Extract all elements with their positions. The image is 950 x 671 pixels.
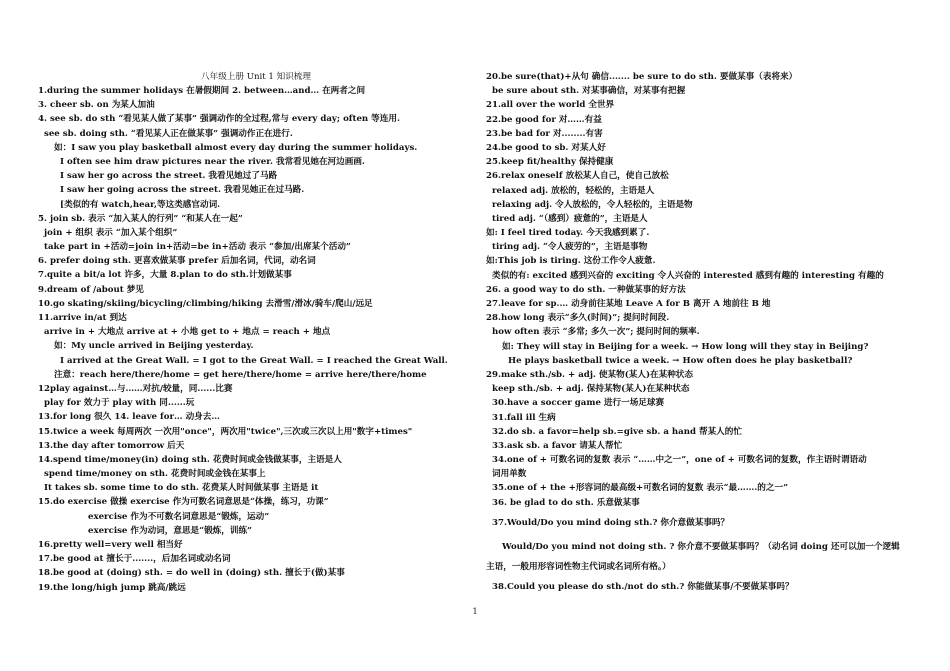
text-line: 如: They will stay in Beijing for a week. → How long will they stay in Beijing? (502, 341, 869, 352)
text-line: 类似的有: excited 感到兴奋的 exciting 令人兴奋的 interested 感到有趣的 interesting 有趣的 (492, 270, 884, 281)
text-line: 20.be sure(that)+从句 确信....... be sure to do sth. 要做某事（表将来） (486, 72, 798, 82)
page-title: 八年级上册 Unit 1 知识梳理 (201, 72, 311, 82)
text-line: 7.quite a bit/a lot 许多，大量 8.plan to do sth.计划做某事 (38, 270, 292, 281)
text-line: play for 效力于 play with 同......玩 (44, 398, 195, 409)
text-line: He plays basketball twice a week. → How often does he play basketball? (508, 355, 853, 366)
text-line: 33.ask sb. a favor 请某人帮忙 (492, 440, 623, 451)
text-line: I often see him draw pictures near the river. 我常看见她在河边画画. (60, 156, 365, 167)
text-line: 26. a good way to do sth. 一种做某事的好方法 (486, 284, 686, 295)
text-line: see sb. doing sth. “看见某人正在做某事” 强调动作正在进行. (44, 128, 293, 139)
text-line: 1.during the summer holidays 在暑假期间 2. between…and… 在两者之间 (38, 86, 366, 96)
text-line: I arrived at the Great Wall. = I got to the Great Wall. = I reached the Great Wall. (60, 355, 448, 366)
right-column (486, 70, 916, 595)
text-line: 36. be glad to do sth. 乐意做某事 (492, 497, 640, 508)
text-line: keep sth./sb. + adj. 保持某物(某人)在某种状态 (492, 384, 690, 395)
text-line: 25.keep fit/healthy 保持健康 (486, 157, 614, 168)
text-line: 23.be bad for 对........有害 (486, 128, 603, 139)
text-line: 28.how long 表示“多久(时间)”; 提问时间段. (486, 313, 670, 324)
text-line: 如：My uncle arrived in Beijing yesterday. (54, 341, 254, 352)
text-line: 4. see sb. do sth “看见某人做了某事” 强调动作的全过程,常与 every day; often 等连用. (38, 114, 400, 125)
text-line: 32.do sb. a favor=help sb.=give sb. a hand 帮某人的忙 (492, 426, 742, 437)
text-line: 13.for long 很久 14. leave for… 动身去… (38, 412, 220, 423)
text-line: 19.the long/high jump 跳高/跳远 (38, 582, 186, 593)
text-line: be sure about sth. 对某事确信，对某事有把握 (492, 86, 686, 97)
text-line: [类似的有 watch,hear,等这类感官动词. (60, 199, 221, 210)
text-line: I saw her going across the street. 我看见她正在过马路. (60, 185, 305, 196)
text-line: I saw her go across the street. 我看见她过了马路 (60, 171, 278, 182)
text-line: tired adj. “（感到）疲惫的”，主语是人 (492, 213, 648, 224)
text-line: 如：I saw you play basketball almost every day during the summer holidays. (54, 142, 418, 153)
text-line: 34.one of + 可数名词的复数 表示 “……中之一”，one of + 可数名词的复数，作主语时谓语动 (492, 455, 867, 466)
text-line: 22.be good for 对……有益 (486, 114, 602, 125)
text-line: 27.leave for sp.… 动身前往某地 Leave A for B 离开 A 地前往 B 地 (486, 299, 771, 309)
text-line: 21.all over the world 全世界 (486, 100, 615, 111)
text-line: 15.twice a week 每周两次 一次用"once"，两次用"twice",三次或三次以上用"数字+times" (38, 426, 413, 437)
text-line: 9.dream of /about 梦见 (38, 284, 144, 295)
text-line: 14.spend time/money(in) doing sth. 花费时间或金钱做某事，主语是人 (38, 454, 342, 465)
text-line: 5. join sb. 表示 “加入某人的行列” “和某人在一起” (38, 213, 243, 224)
text-line: 主语，一般用形容词性物主代词或名词所有格。） (486, 562, 671, 573)
text-line: 31.fall ill 生病 (492, 412, 556, 423)
text-line: 11.arrive in/at 到达 (38, 313, 127, 323)
text-line: 35.one of + the +形容词的最高级+可数名词的复数 表示“最…….的之一” (492, 483, 789, 494)
text-line: 如: I feel tired today. 今天我感到累了. (486, 228, 650, 239)
text-line: relaxing adj. 令人放松的，令人轻松的，主语是物 (492, 199, 693, 210)
text-line: 12play against…与……对抗/较量，同......比赛 (38, 383, 233, 394)
text-line: 如:This job is tiring. 这份工作令人疲惫. (486, 256, 656, 267)
page-number: 1 (472, 607, 478, 616)
text-line: arrive in + 大地点 arrive at + 小地 get to + 地点 = reach + 地点 (44, 327, 331, 338)
text-line: 15.do exercise 做操 exercise 作为可数名词意思是“体操，练习，功课” (38, 497, 329, 508)
text-line: Would/Do you mind not doing sth. ? 你介意不要做某事吗？（动名词 doing 还可以加一个逻辑 (502, 542, 900, 552)
text-line: 10.go skating/skiing/bicycling/climbing/hiking 去滑雪/滑冰/骑车/爬山/远足 (38, 298, 373, 309)
text-line: 17.be good at 擅长于.......，后加名词或动名词 (38, 554, 231, 565)
text-line: 38.Could you please do sth./not do sth.? 你能做某事/不要做某事吗？ (492, 582, 794, 593)
text-line: 24.be good to sb. 对某人好 (486, 142, 606, 153)
text-line: how often 表示 “多常; 多久一次”; 提问时间的频率. (492, 327, 700, 338)
text-line: 16.pretty well=very well 相当好 (38, 540, 183, 550)
left-column (38, 84, 474, 595)
text-line: 6. prefer doing sth. 更喜欢做某事 prefer 后加名词，代词，动名词 (38, 256, 316, 267)
text-line: 注意：reach here/there/home = get here/there/home = arrive here/there/home (54, 369, 427, 380)
text-line: join + 组织 表示 “加入某个组织” (44, 227, 178, 238)
text-line: 26.relax oneself 放松某人自己，使自己放松 (486, 171, 669, 182)
text-line: 13.the day after tomorrow 后天 (38, 440, 185, 451)
text-line: 词用单数 (492, 469, 527, 480)
text-line: 30.have a soccer game 进行一场足球赛 (492, 398, 665, 409)
text-line: tiring adj. “令人疲劳的”，主语是事物 (492, 242, 648, 253)
text-line: 3. cheer sb. on 为某人加油 (38, 100, 155, 111)
text-line: 29.make sth./sb. + adj. 使某物(某人)在某种状态 (486, 369, 693, 380)
text-line: spend time/money on sth. 花费时间或金钱在某事上 (44, 469, 266, 480)
text-line: take part in +活动=join in+活动=be in+活动 表示 “参加/出席某个活动” (44, 242, 351, 253)
text-line: 37.Would/Do you mind doing sth.? 你介意做某事吗？ (492, 517, 730, 528)
text-line: exercise 作为动词，意思是“锻炼，训练” (88, 525, 252, 536)
text-line: 18.be good at (doing) sth. = do well in (doing) sth. 擅长于(做)某事 (38, 568, 345, 579)
text-line: exercise 作为不可数名词意思是“锻炼，运动” (88, 511, 270, 522)
text-line: relaxed adj. 放松的，轻松的，主语是人 (492, 185, 655, 196)
text-line: It takes sb. some time to do sth. 花费某人时间做某事 主语是 it (44, 483, 319, 494)
